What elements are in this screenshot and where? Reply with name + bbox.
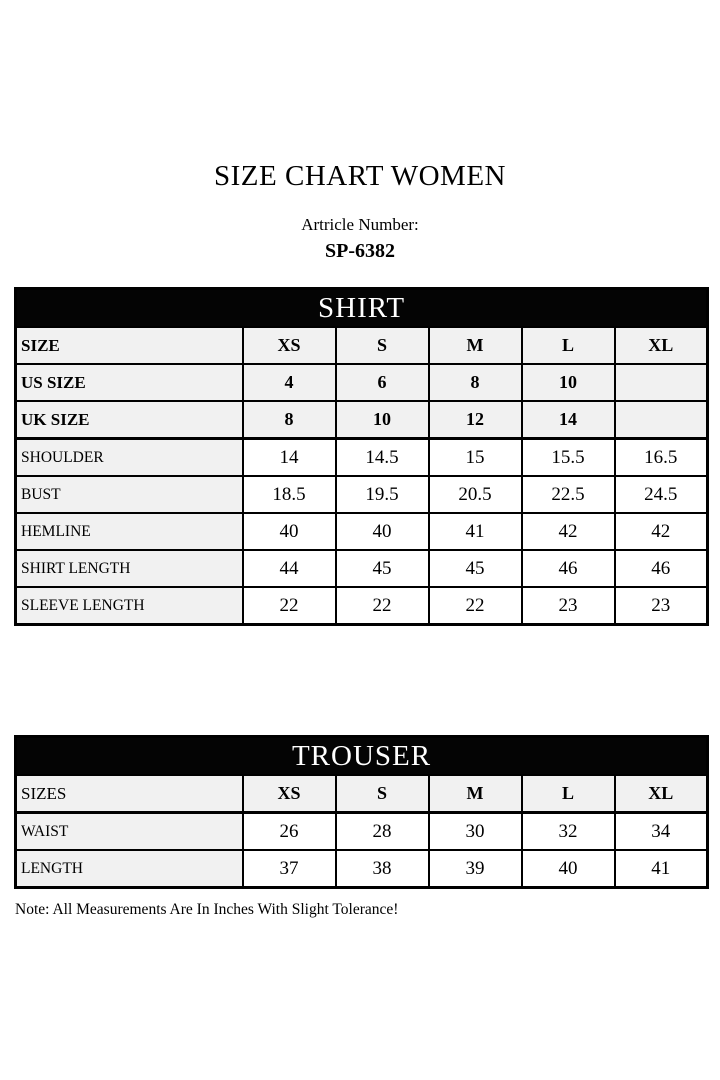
- measure-cell: 26: [243, 813, 336, 851]
- page-title: SIZE CHART WOMEN: [214, 160, 506, 192]
- measure-cell: 37: [243, 850, 336, 888]
- size-cell: XS: [243, 327, 336, 364]
- size-cell: L: [522, 775, 615, 813]
- measure-cell: 42: [522, 513, 615, 550]
- trouser-size-table: [14, 735, 709, 889]
- measure-cell: 46: [615, 550, 708, 587]
- measure-cell: 38: [336, 850, 429, 888]
- measure-cell: 30: [429, 813, 522, 851]
- measure-cell: 41: [429, 513, 522, 550]
- measure-cell: 22: [429, 587, 522, 625]
- measure-cell: 45: [336, 550, 429, 587]
- table-row: [16, 364, 708, 401]
- row-label: US SIZE: [16, 364, 243, 401]
- row-label: HEMLINE: [16, 513, 243, 550]
- table-row: [16, 439, 708, 477]
- measure-cell: 18.5: [243, 476, 336, 513]
- table-row: [16, 289, 708, 328]
- measure-cell: 40: [336, 513, 429, 550]
- measure-cell: 16.5: [615, 439, 708, 477]
- table-row: [16, 513, 708, 550]
- measure-cell: 32: [522, 813, 615, 851]
- measure-cell: 14: [243, 439, 336, 477]
- measure-cell: 42: [615, 513, 708, 550]
- measure-cell: 22: [243, 587, 336, 625]
- measure-cell: 19.5: [336, 476, 429, 513]
- measure-cell: 23: [615, 587, 708, 625]
- size-cell: 6: [336, 364, 429, 401]
- size-cell: [615, 364, 708, 401]
- table-row: [16, 813, 708, 851]
- article-number-label: Artricle Number:: [301, 215, 419, 234]
- size-cell: [615, 401, 708, 439]
- row-label: SHIRT LENGTH: [16, 550, 243, 587]
- shirt-size-table: [14, 287, 709, 626]
- size-cell: M: [429, 327, 522, 364]
- measure-cell: 14.5: [336, 439, 429, 477]
- size-cell: XS: [243, 775, 336, 813]
- measure-cell: 45: [429, 550, 522, 587]
- measure-cell: 40: [522, 850, 615, 888]
- row-label: SIZES: [16, 775, 243, 813]
- table-row: [16, 476, 708, 513]
- measure-cell: 15: [429, 439, 522, 477]
- measure-cell: 24.5: [615, 476, 708, 513]
- row-label: SIZE: [16, 327, 243, 364]
- measure-cell: 22.5: [522, 476, 615, 513]
- measure-cell: 23: [522, 587, 615, 625]
- table-row: [16, 737, 708, 776]
- table-row: [16, 850, 708, 888]
- size-cell: 10: [336, 401, 429, 439]
- trouser-table-banner: TROUSER: [16, 737, 708, 776]
- table-row: [16, 775, 708, 813]
- size-cell: 4: [243, 364, 336, 401]
- row-label: BUST: [16, 476, 243, 513]
- size-cell: M: [429, 775, 522, 813]
- table-row: [16, 327, 708, 364]
- measure-cell: 22: [336, 587, 429, 625]
- measure-cell: 34: [615, 813, 708, 851]
- measure-cell: 40: [243, 513, 336, 550]
- article-number: SP-6382: [325, 240, 395, 262]
- size-cell: 8: [243, 401, 336, 439]
- table-row: [16, 401, 708, 439]
- size-cell: 10: [522, 364, 615, 401]
- size-cell: S: [336, 775, 429, 813]
- row-label: SHOULDER: [16, 439, 243, 477]
- size-cell: 8: [429, 364, 522, 401]
- shirt-table-banner: SHIRT: [16, 289, 708, 328]
- measure-cell: 44: [243, 550, 336, 587]
- size-cell: 14: [522, 401, 615, 439]
- table-row: [16, 587, 708, 625]
- size-cell: XL: [615, 775, 708, 813]
- row-label: UK SIZE: [16, 401, 243, 439]
- row-label: WAIST: [16, 813, 243, 851]
- measure-cell: 20.5: [429, 476, 522, 513]
- table-row: [16, 550, 708, 587]
- size-cell: L: [522, 327, 615, 364]
- measure-cell: 39: [429, 850, 522, 888]
- size-cell: S: [336, 327, 429, 364]
- measure-cell: 41: [615, 850, 708, 888]
- measure-cell: 15.5: [522, 439, 615, 477]
- measure-cell: 46: [522, 550, 615, 587]
- measure-cell: 28: [336, 813, 429, 851]
- size-cell: 12: [429, 401, 522, 439]
- row-label: SLEEVE LENGTH: [16, 587, 243, 625]
- size-cell: XL: [615, 327, 708, 364]
- row-label: LENGTH: [16, 850, 243, 888]
- note-text: Note: All Measurements Are In Inches With Slight Tolerance!: [15, 901, 399, 918]
